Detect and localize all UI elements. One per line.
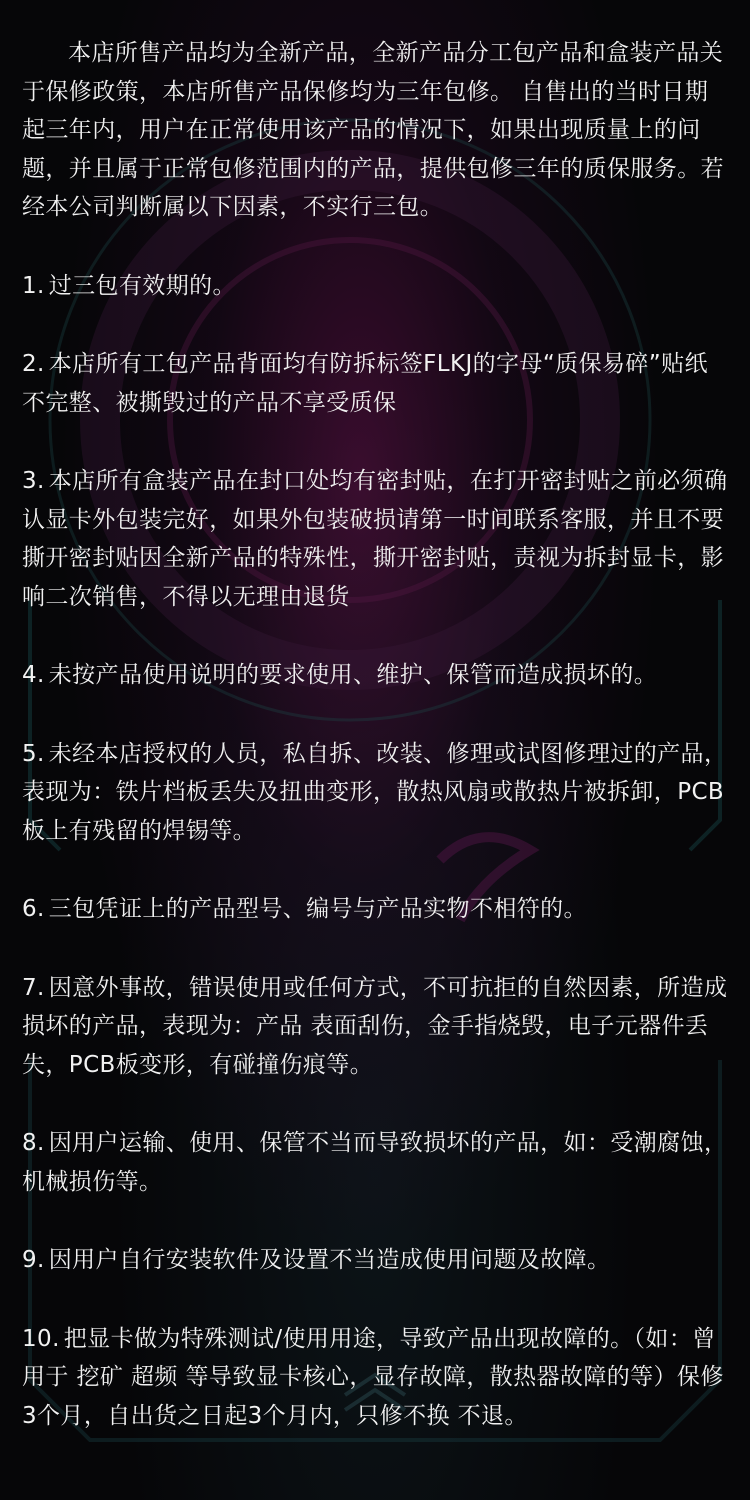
policy-item: 5. 未经本店授权的人员，私自拆、改装、修理或试图修理过的产品，表现为：铁片档板丢失及扭曲变形，散热风扇或散热片被拆卸，PCB板上有残留的焊锡等。 [22,740,728,844]
policy-item: 10. 把显卡做为特殊测试/使用用途，导致产品出现故障的。（如：曾用于 挖矿 超频 等导致显卡核心，显存故障，散热器故障的等）保修3个月，自出货之日起3个月内，只修不换 不退。 [22,1325,724,1429]
policy-item: 8. 因用户运输、使用、保管不当而导致损坏的产品，如：受潮腐蚀，机械损伤等。 [22,1130,728,1195]
policy-item: 1. 过三包有效期的。 [22,272,236,299]
policy-content [22,34,728,1475]
policy-item: 7. 因意外事故，错误使用或任何方式，不可抗拒的自然因素，所造成损坏的产品，表现为：产品 表面刮伤，金手指烧毁，电子元器件丢失，PCB板变形，有碰撞伤痕等。 [22,974,728,1078]
intro-paragraph: 本店所售产品均为全新产品，全新产品分工包产品和盒装产品关于保修政策，本店所售产品保修均为三年包修。 自售出的当时日期起三年内，用户在正常使用该产品的情况下，如果出现质量上的问题，并且属于正常包修范围内的产品，提供包修三年的质保服务。若经本公司判断属以下因素，不实行三包。 [22,40,724,220]
policy-item: 9. 因用户自行安装软件及设置不当造成使用问题及故障。 [22,1247,611,1273]
policy-item: 6. 三包凭证上的产品型号、编号与产品实物不相符的。 [22,896,587,922]
policy-item: 2. 本店所有工包产品背面均有防拆标签FLKJ的字母“质保易碎”贴纸不完整、被撕毁过的产品不享受质保 [22,351,708,416]
policy-item: 4. 未按产品使用说明的要求使用、维护、保管而造成损坏的。 [22,662,658,688]
policy-item: 3. 本店所有盒装产品在封口处均有密封贴，在打开密封贴之前必须确认显卡外包装完好，如果外包装破损请第一时间联系客服，并且不要撕开密封贴因全新产品的特殊性，撕开密封贴，责视为拆封显卡，影响二次销售，不得以无理由退货 [22,468,728,610]
